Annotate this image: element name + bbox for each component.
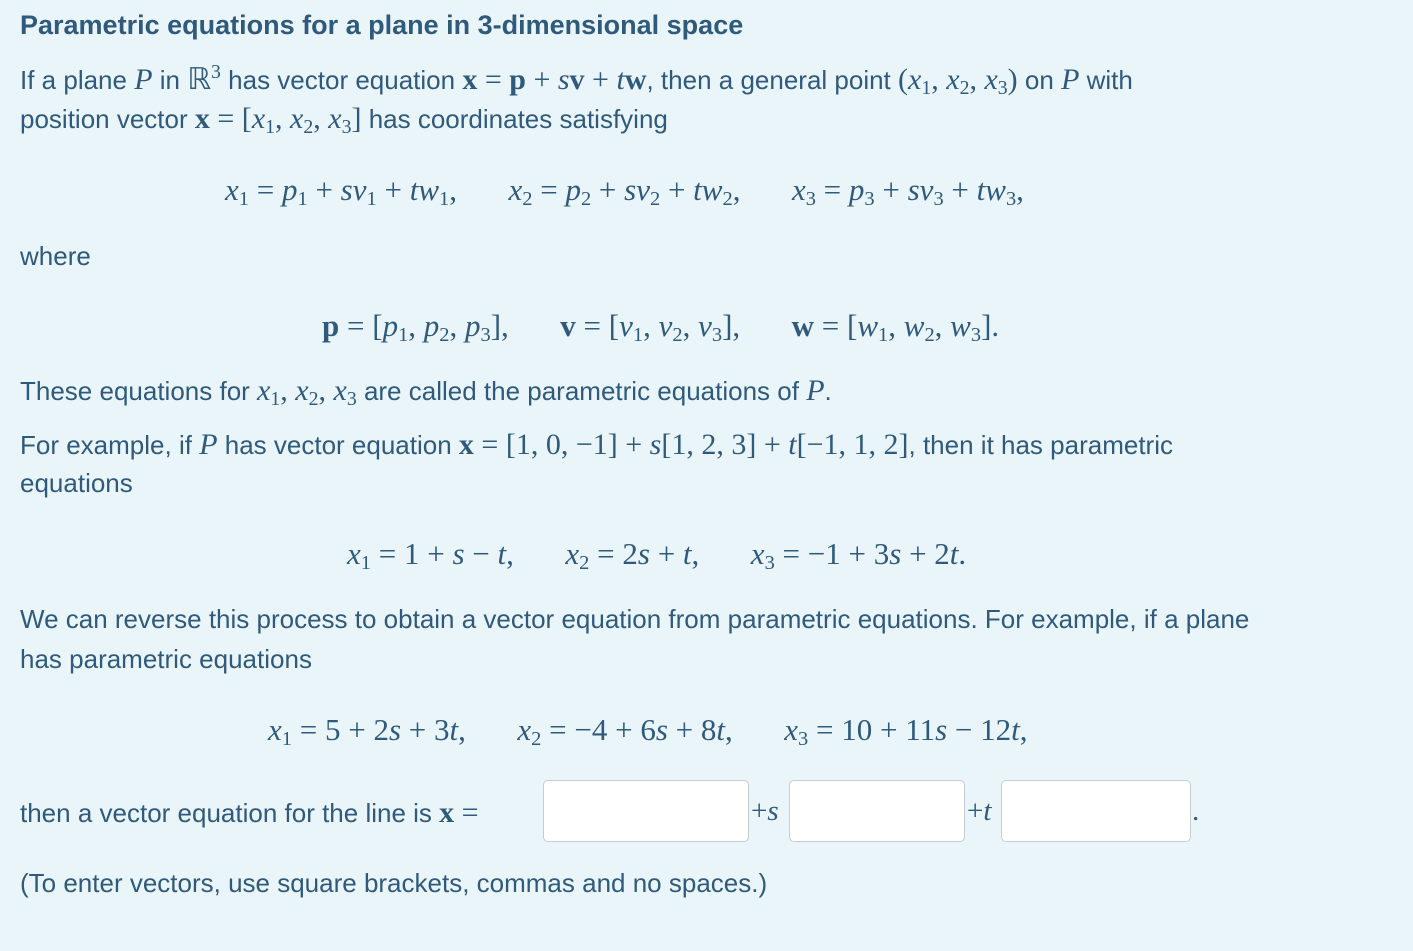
example-line-2: equations [20, 468, 133, 498]
parametric-definition-line: These equations for $x_1$, $x_2$, $x_3$ are called the parametric equations of P. [20, 374, 832, 410]
intro-line-1: If a plane P in ℝ$^3$ has vector equation x = p + sv + tw, then a general point ($x_1$, $x_2$, $x_3$) on P with [20, 61, 1133, 99]
intro-text-h: has coordinates satisfying [368, 104, 668, 134]
where-text: where [20, 241, 91, 271]
intro-text-a: If a plane [20, 65, 127, 95]
p3-text-a: These equations for [20, 376, 250, 406]
intro-text-f: with [1086, 65, 1133, 95]
exercise-parametric-equations: $x_1 = 5 + 2s + 3t$, $x_2 = -4 + 6s + 8t$, $x_3 = 10 + 11s - 12t$, [268, 712, 1028, 751]
period-mark: . [1192, 795, 1200, 827]
direction-t-input[interactable] [1001, 780, 1191, 842]
intro-text-c: has vector equation [228, 65, 456, 95]
reverse-line-1: We can reverse this process to obtain a vector equation from parametric equations. For example, if a plane [20, 604, 1250, 634]
answer-prompt-text: then a vector equation for the line is [20, 798, 432, 828]
page-title: Parametric equations for a plane in 3-dimensional space [20, 10, 744, 40]
intro-text-e: on [1024, 65, 1054, 95]
answer-prompt: then a vector equation for the line is x = [20, 796, 479, 829]
reverse-line-2: has parametric equations [20, 644, 312, 674]
input-instructions: (To enter vectors, use square brackets, commas and no spaces.) [20, 868, 768, 898]
intro-text-g: position vector [20, 104, 188, 134]
vector-definitions: $p = [p_1$, $p_2$, $p_3$], $v = [v_1$, $v_2$, $v_3$], $w = [w_1$, $w_2$, $w_3$]. [322, 308, 1000, 347]
p4-text-b: has vector equation [224, 430, 452, 460]
plus-t-label: +t [967, 795, 992, 827]
p4-text-a: For example, if [20, 430, 192, 460]
p3-text-b: are called the parametric equations of [363, 376, 799, 406]
intro-text-d: , then a general point [646, 65, 891, 95]
intro-text-b: in [159, 65, 181, 95]
example-vector-equation: x = [1, 0, −1] + s[1, 2, 3] + t[−1, 1, 2] [458, 428, 909, 461]
intro-line-2: position vector $x = [x_1$, $x_2$, $x_3$] has coordinates satisfying [20, 102, 668, 138]
point-vector-input[interactable] [543, 780, 749, 842]
direction-s-input[interactable] [789, 780, 965, 842]
example-line-1: For example, if P has vector equation x = [1, 0, −1] + s[1, 2, 3] + t[−1, 1, 2], then it has parametric [20, 428, 1173, 461]
plus-s-label: +s [751, 795, 779, 827]
p4-text-c: , then it has parametric [908, 430, 1173, 460]
example-parametric-equations: $x_1 = 1 + s - t$, $x_2 = 2s + t$, $x_3 = -1 + 3s + 2t$. [347, 536, 967, 575]
general-parametric-equations: $x_1 = p_1 + sv_1 + tw_1$, $x_2 = p_2 + sv_2 + tw_2$, $x_3 = p_3 + sv_3 + tw_3$, [225, 172, 1024, 211]
